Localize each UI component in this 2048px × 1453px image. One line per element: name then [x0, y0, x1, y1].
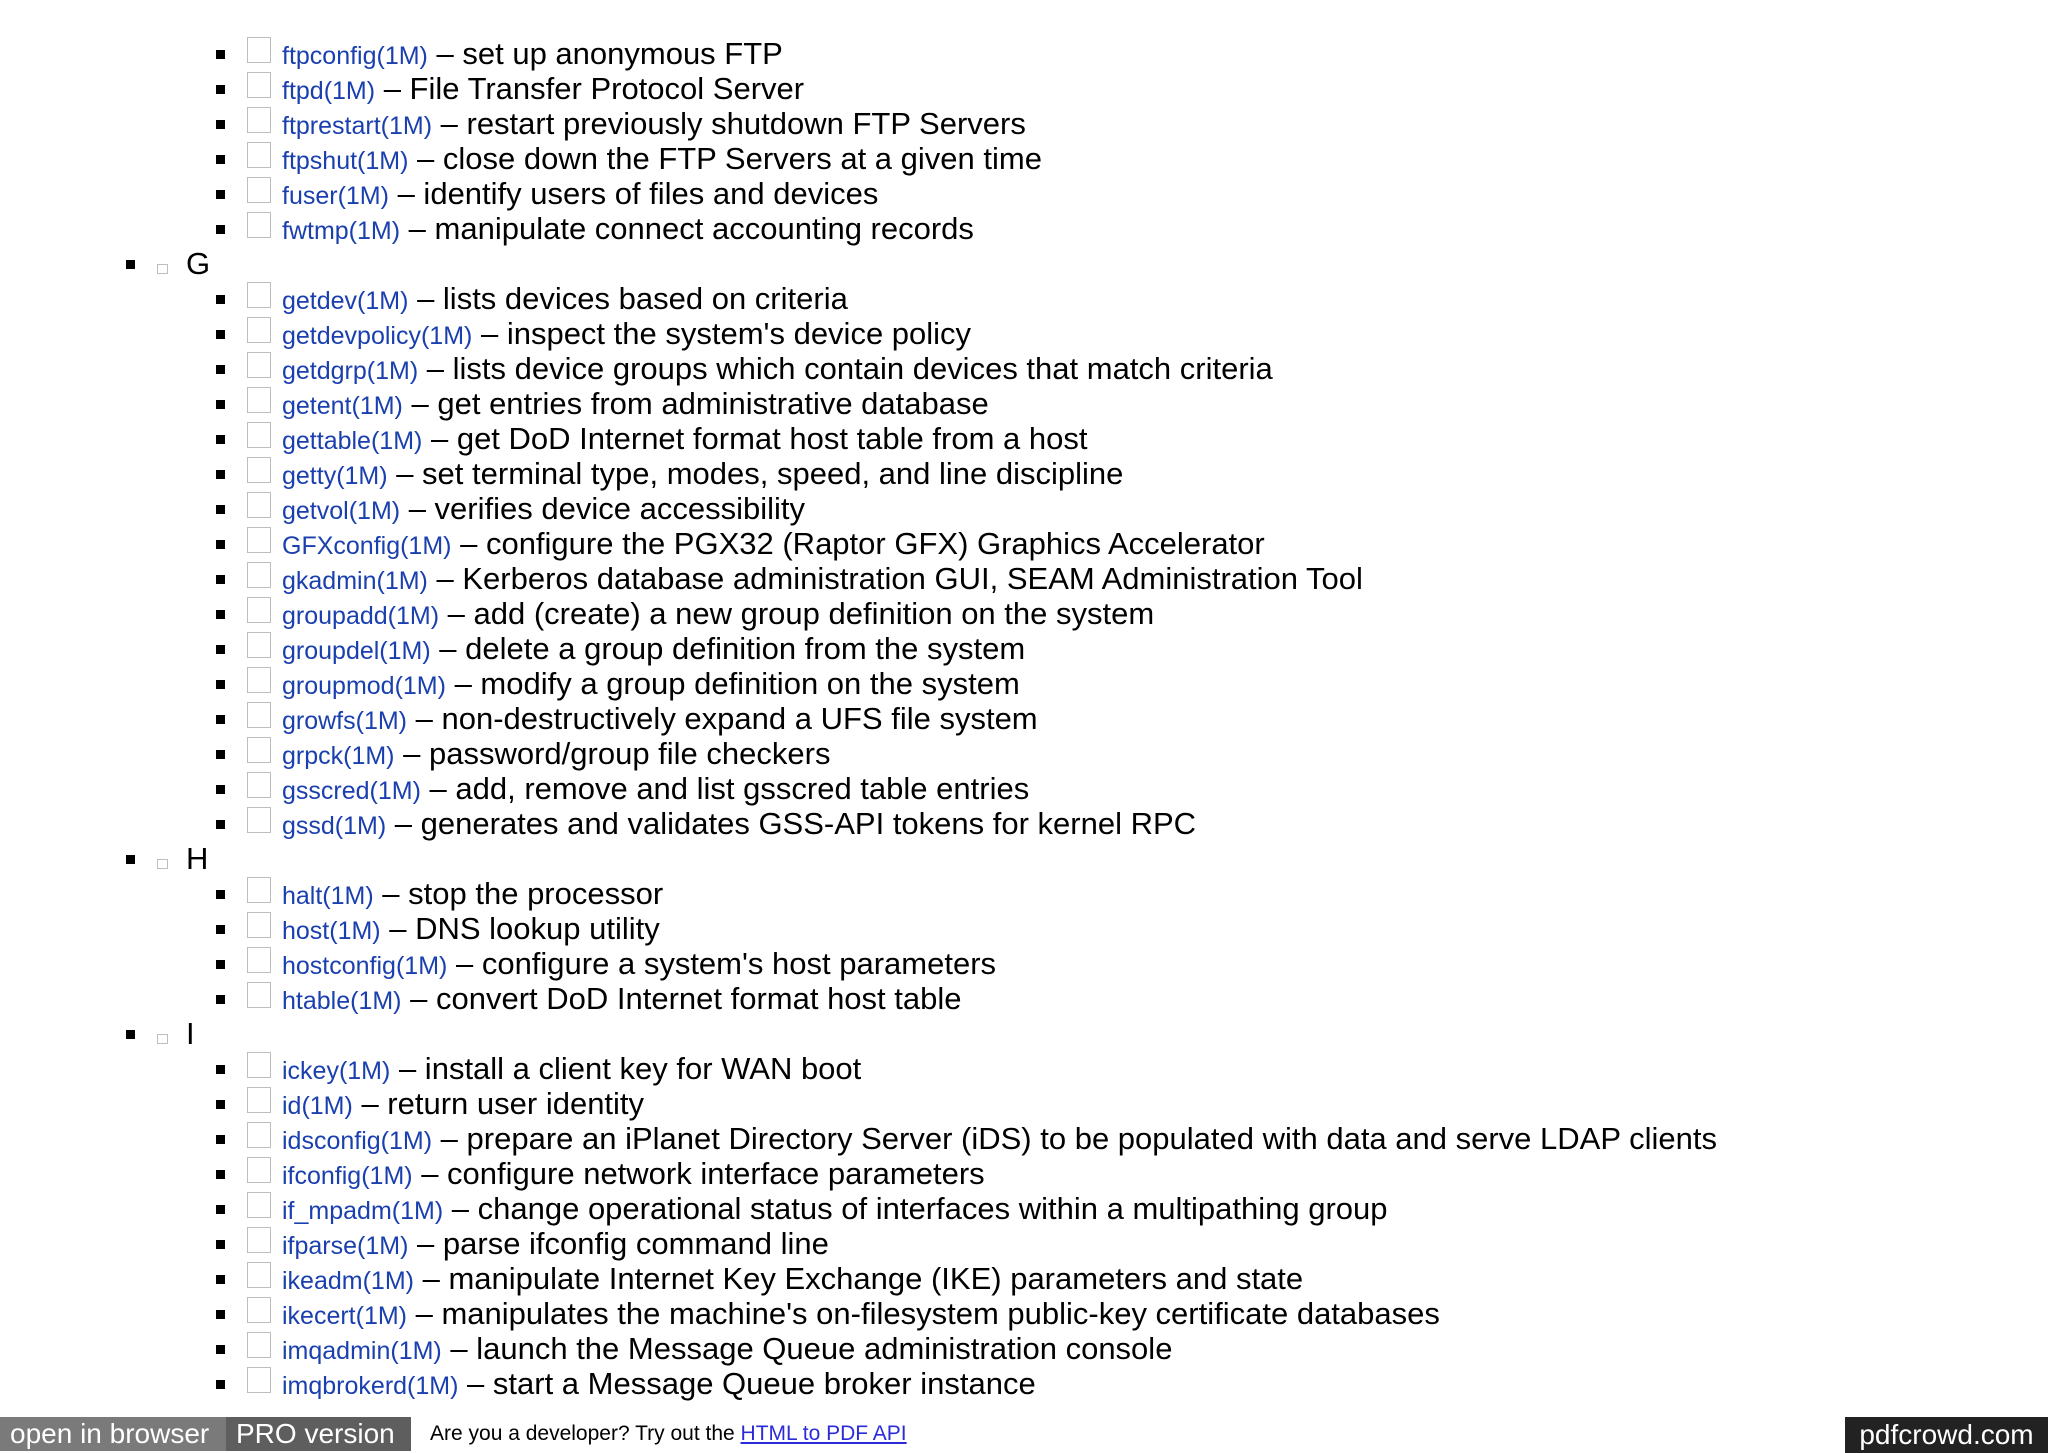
command-description: – prepare an iPlanet Directory Server (iDS) to be populated with data and serve LDAP clients: [432, 1121, 1717, 1156]
list-bullet-icon: [126, 260, 135, 269]
entry-checkbox[interactable]: [247, 37, 271, 63]
list-item: [0, 1366, 2048, 1401]
list-item: [0, 981, 2048, 1016]
section-letter: H: [186, 841, 209, 876]
entry-checkbox[interactable]: [247, 632, 271, 658]
list-item: [0, 211, 2048, 246]
entry-text: [282, 1261, 1303, 1299]
list-bullet-icon: [216, 645, 225, 654]
command-link[interactable]: getty(1M): [282, 462, 388, 490]
list-bullet-icon: [216, 505, 225, 514]
man-page-index-list: [0, 36, 2048, 1401]
entry-text: [282, 911, 660, 949]
entry-checkbox[interactable]: [247, 527, 271, 553]
command-link[interactable]: ftpd(1M): [282, 77, 376, 105]
command-description: – restart previously shutdown FTP Servers: [432, 106, 1026, 141]
command-description: – set terminal type, modes, speed, and line discipline: [387, 456, 1124, 491]
entry-text: [282, 1296, 1440, 1334]
command-link[interactable]: getent(1M): [282, 392, 403, 420]
entry-text: [282, 36, 783, 74]
entry-checkbox[interactable]: [247, 282, 271, 308]
list-bullet-icon: [216, 1135, 225, 1144]
list-item: [0, 316, 2048, 351]
command-description: – identify users of files and devices: [388, 176, 879, 211]
developer-promo: [430, 1417, 907, 1451]
entry-text: [282, 1156, 985, 1194]
command-description: – launch the Message Queue administration console: [441, 1331, 1173, 1366]
list-item: [0, 1121, 2048, 1156]
entry-checkbox[interactable]: [247, 387, 271, 413]
list-item: [0, 421, 2048, 456]
command-description: – lists devices based on criteria: [408, 281, 848, 316]
command-link[interactable]: id(1M): [282, 1092, 353, 1120]
entry-text: [282, 981, 962, 1019]
list-bullet-icon: [216, 960, 225, 969]
entry-text: [282, 1331, 1172, 1369]
list-bullet-icon: [216, 820, 225, 829]
entry-checkbox[interactable]: [247, 912, 271, 938]
command-link[interactable]: hostconfig(1M): [282, 952, 448, 980]
entry-text: [282, 701, 1038, 739]
command-description: – stop the processor: [373, 876, 664, 911]
command-description: – inspect the system's device policy: [472, 316, 972, 351]
command-link[interactable]: host(1M): [282, 917, 381, 945]
entry-checkbox[interactable]: [247, 492, 271, 518]
list-item: [0, 1296, 2048, 1331]
command-link[interactable]: getdgrp(1M): [282, 357, 419, 385]
section-heading-h: [0, 841, 2048, 876]
list-item: [0, 36, 2048, 71]
list-bullet-icon: [216, 1065, 225, 1074]
command-link[interactable]: ikecert(1M): [282, 1302, 408, 1330]
entry-checkbox[interactable]: [247, 982, 271, 1008]
list-item: [0, 631, 2048, 666]
entry-checkbox[interactable]: [247, 772, 271, 798]
entry-checkbox[interactable]: [247, 947, 271, 973]
entry-checkbox[interactable]: [247, 212, 271, 238]
command-link[interactable]: imqbrokerd(1M): [282, 1372, 459, 1400]
command-link[interactable]: ftpconfig(1M): [282, 42, 428, 70]
section-letter: G: [186, 246, 211, 281]
entry-checkbox[interactable]: [247, 317, 271, 343]
section-checkbox[interactable]: [157, 859, 168, 869]
command-description: – DNS lookup utility: [380, 911, 660, 946]
entry-checkbox[interactable]: [247, 457, 271, 483]
entry-text: [282, 946, 996, 984]
list-bullet-icon: [216, 365, 225, 374]
list-bullet-icon: [126, 855, 135, 864]
command-description: – configure the PGX32 (Raptor GFX) Graphics Accelerator: [451, 526, 1265, 561]
list-bullet-icon: [216, 680, 225, 689]
entry-text: [282, 561, 1363, 599]
command-description: – generates and validates GSS-API tokens for kernel RPC: [386, 806, 1197, 841]
entry-checkbox[interactable]: [247, 1122, 271, 1148]
list-item: [0, 1261, 2048, 1296]
entry-checkbox[interactable]: [247, 72, 271, 98]
list-item: [0, 141, 2048, 176]
developer-promo-text: Are you a developer? Try out the: [430, 1422, 741, 1445]
entry-text: [282, 316, 971, 354]
command-link[interactable]: fwtmp(1M): [282, 217, 401, 245]
command-link[interactable]: ftpshut(1M): [282, 147, 409, 175]
command-description: – verifies device accessibility: [400, 491, 805, 526]
list-bullet-icon: [216, 50, 225, 59]
entry-checkbox[interactable]: [247, 422, 271, 448]
command-link[interactable]: if_mpadm(1M): [282, 1197, 444, 1225]
list-bullet-icon: [216, 890, 225, 899]
command-link[interactable]: GFXconfig(1M): [282, 532, 452, 560]
entry-text: [282, 176, 878, 214]
list-item: [0, 806, 2048, 841]
list-bullet-icon: [216, 1275, 225, 1284]
entry-text: [282, 736, 830, 774]
list-item: [0, 596, 2048, 631]
command-link[interactable]: gssd(1M): [282, 812, 387, 840]
list-item: [0, 1156, 2048, 1191]
command-link[interactable]: halt(1M): [282, 882, 374, 910]
entry-checkbox[interactable]: [247, 1192, 271, 1218]
command-description: – File Transfer Protocol Server: [375, 71, 805, 106]
list-bullet-icon: [216, 610, 225, 619]
list-item: [0, 736, 2048, 771]
list-bullet-icon: [216, 540, 225, 549]
html-to-pdf-api-link[interactable]: HTML to PDF API: [740, 1422, 907, 1445]
command-link[interactable]: idsconfig(1M): [282, 1127, 433, 1155]
list-bullet-icon: [216, 995, 225, 1004]
command-link[interactable]: ickey(1M): [282, 1057, 391, 1085]
entry-checkbox[interactable]: [247, 1087, 271, 1113]
command-link[interactable]: imqadmin(1M): [282, 1337, 442, 1365]
command-description: – set up anonymous FTP: [427, 36, 783, 71]
entry-checkbox[interactable]: [247, 667, 271, 693]
list-bullet-icon: [216, 470, 225, 479]
command-link[interactable]: growfs(1M): [282, 707, 408, 735]
entry-checkbox[interactable]: [247, 737, 271, 763]
section-checkbox[interactable]: [157, 264, 168, 274]
list-item: [0, 176, 2048, 211]
command-link[interactable]: groupdel(1M): [282, 637, 431, 665]
entry-text: [282, 386, 989, 424]
list-item: [0, 1051, 2048, 1086]
list-bullet-icon: [216, 190, 225, 199]
list-bullet-icon: [216, 575, 225, 584]
entry-text: [282, 631, 1025, 669]
entry-checkbox[interactable]: [247, 597, 271, 623]
list-item: [0, 351, 2048, 386]
entry-checkbox[interactable]: [247, 877, 271, 903]
entry-checkbox[interactable]: [247, 1262, 271, 1288]
list-bullet-icon: [216, 1100, 225, 1109]
entry-checkbox[interactable]: [247, 1227, 271, 1253]
list-bullet-icon: [216, 750, 225, 759]
list-bullet-icon: [216, 785, 225, 794]
command-link[interactable]: htable(1M): [282, 987, 402, 1015]
command-link[interactable]: ftprestart(1M): [282, 112, 433, 140]
command-description: – return user identity: [352, 1086, 645, 1121]
list-bullet-icon: [216, 1380, 225, 1389]
command-description: – lists device groups which contain devices that match criteria: [418, 351, 1273, 386]
list-item: [0, 946, 2048, 981]
entry-text: [282, 666, 1020, 704]
list-bullet-icon: [216, 330, 225, 339]
command-description: – convert DoD Internet format host table: [401, 981, 962, 1016]
entry-checkbox[interactable]: [247, 807, 271, 833]
list-bullet-icon: [216, 155, 225, 164]
command-description: – add (create) a new group definition on the system: [439, 596, 1155, 631]
entry-text: [282, 596, 1154, 634]
command-link[interactable]: gettable(1M): [282, 427, 423, 455]
command-description: – change operational status of interfaces within a multipathing group: [443, 1191, 1388, 1226]
command-description: – start a Message Queue broker instance: [458, 1366, 1036, 1401]
entry-text: [282, 1191, 1388, 1229]
entry-text: [282, 1226, 829, 1264]
command-link[interactable]: grpck(1M): [282, 742, 395, 770]
command-link[interactable]: ifparse(1M): [282, 1232, 409, 1260]
command-description: – manipulate Internet Key Exchange (IKE) parameters and state: [413, 1261, 1304, 1296]
entry-checkbox[interactable]: [247, 142, 271, 168]
command-description: – manipulates the machine's on-filesystem public-key certificate databases: [407, 1296, 1440, 1331]
command-description: – get DoD Internet format host table from a host: [422, 421, 1088, 456]
command-link[interactable]: getdevpolicy(1M): [282, 322, 473, 350]
entry-text: [282, 281, 848, 319]
command-link[interactable]: gkadmin(1M): [282, 567, 428, 595]
command-description: – non-destructively expand a UFS file system: [407, 701, 1038, 736]
entry-checkbox[interactable]: [247, 1052, 271, 1078]
list-item: [0, 106, 2048, 141]
list-bullet-icon: [216, 715, 225, 724]
entry-checkbox[interactable]: [247, 1297, 271, 1323]
command-description: – delete a group definition from the system: [430, 631, 1026, 666]
entry-checkbox[interactable]: [247, 352, 271, 378]
list-item: [0, 456, 2048, 491]
section-letter: I: [186, 1016, 195, 1051]
command-link[interactable]: groupmod(1M): [282, 672, 446, 700]
entry-text: [282, 526, 1265, 564]
command-description: – configure network interface parameters: [412, 1156, 985, 1191]
entry-checkbox[interactable]: [247, 562, 271, 588]
command-description: – get entries from administrative database: [402, 386, 989, 421]
open-in-browser-button[interactable]: open in browser: [0, 1417, 226, 1451]
command-description: – add, remove and list gsscred table entries: [420, 771, 1030, 806]
pdf-footer-bar: [0, 1417, 2048, 1453]
list-bullet-icon: [216, 85, 225, 94]
list-item: [0, 526, 2048, 561]
list-item: [0, 911, 2048, 946]
list-item: [0, 561, 2048, 596]
entry-checkbox[interactable]: [247, 702, 271, 728]
list-item: [0, 876, 2048, 911]
command-description: – modify a group definition on the system: [445, 666, 1020, 701]
command-link[interactable]: getvol(1M): [282, 497, 401, 525]
entry-checkbox[interactable]: [247, 1332, 271, 1358]
command-description: – Kerberos database administration GUI, SEAM Administration Tool: [427, 561, 1363, 596]
entry-text: [282, 806, 1196, 844]
entry-text: [282, 1121, 1717, 1159]
list-bullet-icon: [126, 1030, 135, 1039]
list-item: [0, 281, 2048, 316]
entry-text: [282, 771, 1029, 809]
list-item: [0, 666, 2048, 701]
entry-text: [282, 106, 1026, 144]
entry-text: [282, 876, 663, 914]
entry-text: [282, 141, 1042, 179]
section-checkbox[interactable]: [157, 1034, 168, 1044]
list-item: [0, 1191, 2048, 1226]
list-bullet-icon: [216, 295, 225, 304]
command-link[interactable]: fuser(1M): [282, 182, 389, 210]
list-item: [0, 771, 2048, 806]
command-link[interactable]: getdev(1M): [282, 287, 409, 315]
entry-text: [282, 211, 974, 249]
list-item: [0, 1226, 2048, 1261]
entry-text: [282, 351, 1273, 389]
entry-text: [282, 491, 805, 529]
command-description: – close down the FTP Servers at a given time: [408, 141, 1042, 176]
list-bullet-icon: [216, 400, 225, 409]
list-bullet-icon: [216, 225, 225, 234]
command-description: – parse ifconfig command line: [408, 1226, 829, 1261]
entry-text: [282, 71, 804, 109]
list-bullet-icon: [216, 1240, 225, 1249]
pro-version-button[interactable]: PRO version: [226, 1417, 411, 1451]
list-item: [0, 1331, 2048, 1366]
section-heading-g: [0, 246, 2048, 281]
section-heading-i: [0, 1016, 2048, 1051]
list-bullet-icon: [216, 435, 225, 444]
command-description: – password/group file checkers: [394, 736, 831, 771]
entry-text: [282, 1051, 861, 1089]
command-link[interactable]: ikeadm(1M): [282, 1267, 414, 1295]
list-item: [0, 71, 2048, 106]
list-bullet-icon: [216, 1205, 225, 1214]
command-description: – manipulate connect accounting records: [400, 211, 974, 246]
entry-text: [282, 1086, 644, 1124]
command-description: – install a client key for WAN boot: [390, 1051, 862, 1086]
command-link[interactable]: groupadd(1M): [282, 602, 440, 630]
list-item: [0, 386, 2048, 421]
pdfcrowd-brand-link[interactable]: pdfcrowd.com: [1845, 1417, 2048, 1453]
list-bullet-icon: [216, 1170, 225, 1179]
list-item: [0, 701, 2048, 736]
list-bullet-icon: [216, 120, 225, 129]
entry-text: [282, 1366, 1036, 1404]
list-item: [0, 1086, 2048, 1121]
list-item: [0, 491, 2048, 526]
entry-text: [282, 421, 1087, 459]
list-bullet-icon: [216, 1310, 225, 1319]
entry-checkbox[interactable]: [247, 1157, 271, 1183]
entry-text: [282, 456, 1123, 494]
entry-checkbox[interactable]: [247, 177, 271, 203]
list-bullet-icon: [216, 1345, 225, 1354]
entry-checkbox[interactable]: [247, 1367, 271, 1393]
command-link[interactable]: gsscred(1M): [282, 777, 421, 805]
command-link[interactable]: ifconfig(1M): [282, 1162, 413, 1190]
command-description: – configure a system's host parameters: [447, 946, 997, 981]
entry-checkbox[interactable]: [247, 107, 271, 133]
list-bullet-icon: [216, 925, 225, 934]
